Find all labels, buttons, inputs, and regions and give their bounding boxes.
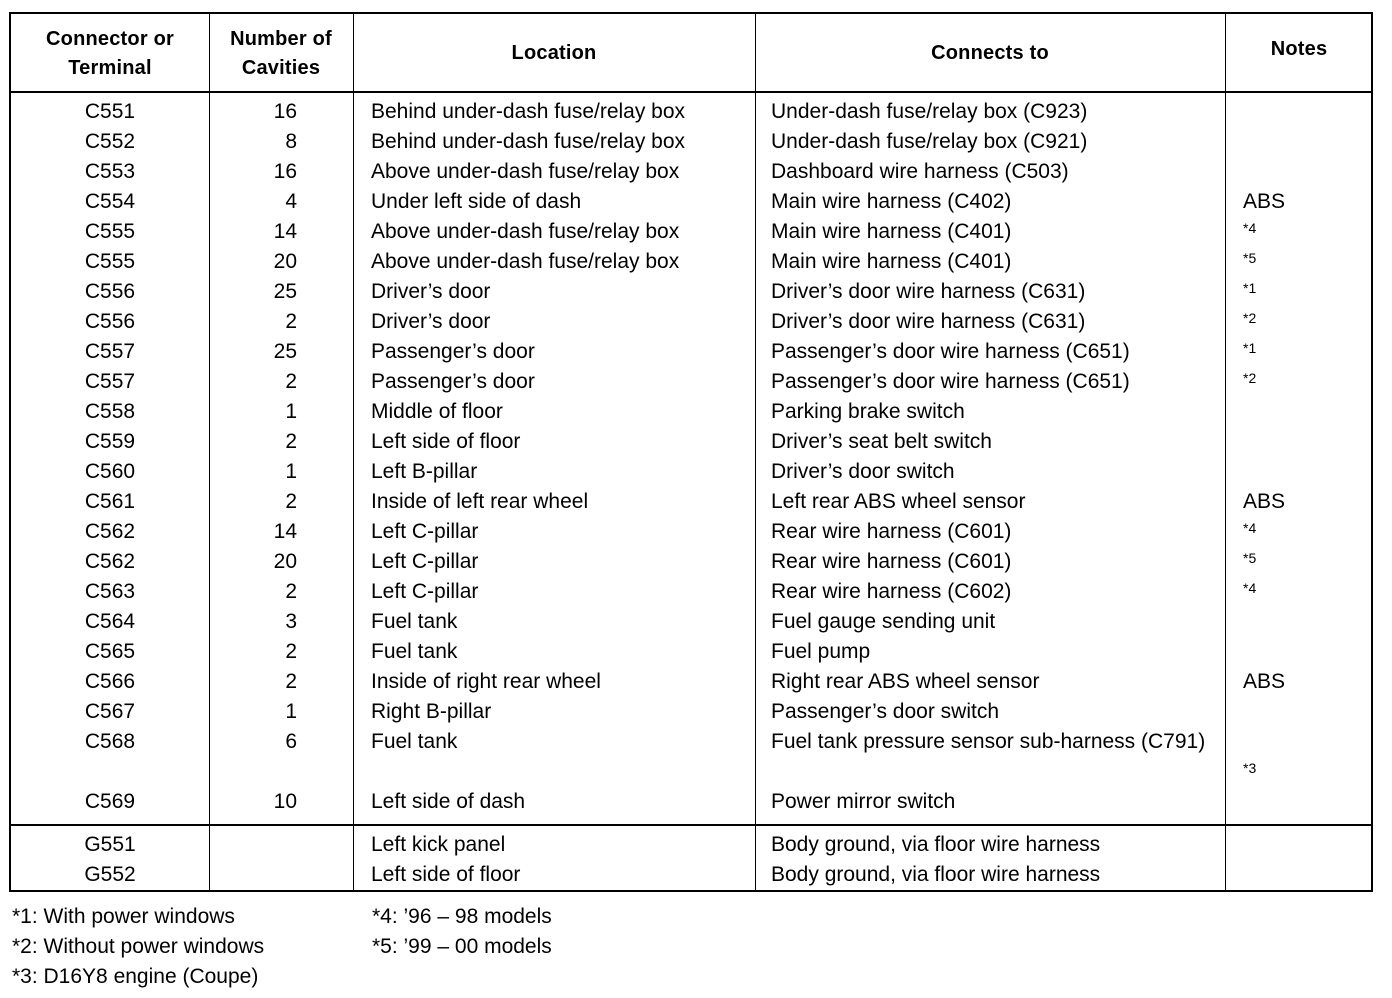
connects-to-cell: Under-dash fuse/relay box (C923) [771,100,1088,123]
location-cell: Above under-dash fuse/relay box [371,160,680,183]
notes-cell: ABS [1243,490,1286,513]
connector-cell: C563 [84,580,136,603]
location-cell: Left side of dash [371,790,526,813]
connector-cell: G551 [84,833,136,856]
connector-cell: C562 [84,550,136,573]
connector-cell: C557 [84,340,136,363]
cavities-cell: 3 [285,610,297,633]
table-row [11,367,1371,397]
connects-to-cell: Left rear ABS wheel sensor [771,490,1026,513]
notes-cell: *3 [1243,760,1257,776]
connector-cell: C567 [84,700,136,723]
connects-to-cell: Main wire harness (C401) [771,250,1012,273]
location-cell: Left kick panel [371,833,506,856]
location-cell: Above under-dash fuse/relay box [371,250,680,273]
cavities-cell: 1 [285,400,297,423]
table-row [11,427,1371,457]
header-connects-to: Connects to [931,42,1049,64]
notes-cell: ABS [1243,190,1286,213]
connects-to-cell: Right rear ABS wheel sensor [771,670,1040,693]
connector-cell: C565 [84,640,136,663]
notes-cell: *5 [1243,550,1257,566]
notes-cell: *4 [1243,520,1257,536]
notes-cell: *5 [1243,250,1257,266]
connects-to-cell: Fuel tank pressure sensor sub-harness (C791) [771,730,1206,753]
cavities-cell: 20 [273,550,297,573]
location-cell: Left C-pillar [371,520,479,543]
cavities-cell: 20 [273,250,297,273]
table-row [11,860,1371,890]
location-cell: Behind under-dash fuse/relay box [371,130,686,153]
header-cavities: Number of Cavities [230,27,332,79]
table-row [11,97,1371,127]
location-cell: Under left side of dash [371,190,582,213]
location-cell: Fuel tank [371,640,458,663]
cavities-cell: 14 [273,520,297,543]
connector-cell: C555 [84,220,136,243]
connector-cell: G552 [84,863,136,886]
connects-to-cell: Dashboard wire harness (C503) [771,160,1069,183]
footnote-3: *3: D16Y8 engine (Coupe) [12,965,259,988]
table-row [11,727,1371,787]
table-row [11,247,1371,277]
connects-to-cell: Body ground, via floor wire harness [771,833,1101,856]
connector-cell: C553 [84,160,136,183]
connects-to-cell: Under-dash fuse/relay box (C921) [771,130,1088,153]
connector-cell: C564 [84,610,136,633]
table-row [11,397,1371,427]
connects-to-cell: Driver’s door wire harness (C631) [771,280,1086,303]
cavities-cell: 2 [285,310,297,333]
cavities-cell: 1 [285,460,297,483]
connects-to-cell: Driver’s seat belt switch [771,430,992,453]
connector-cell: C556 [84,310,136,333]
connector-table [9,12,1373,892]
location-cell: Driver’s door [371,280,491,303]
connects-to-cell: Parking brake switch [771,400,965,423]
connector-cell: C560 [84,460,136,483]
table-row [11,667,1371,697]
cavities-cell: 1 [285,700,297,723]
table-row [11,637,1371,667]
header-connector: Connector or Terminal [46,27,174,79]
location-cell: Passenger’s door [371,340,535,363]
table-row [11,337,1371,367]
connector-cell: C569 [84,790,136,813]
connects-to-cell: Rear wire harness (C601) [771,520,1012,543]
cavities-cell: 2 [285,490,297,513]
location-cell: Left B-pillar [371,460,478,483]
connects-to-cell: Passenger’s door wire harness (C651) [771,370,1130,393]
footnote-1: *1: With power windows [12,905,235,928]
connects-to-cell: Fuel gauge sending unit [771,610,996,633]
location-cell: Passenger’s door [371,370,535,393]
connector-cell: C561 [84,490,136,513]
connector-cell: C555 [84,250,136,273]
table-row [11,547,1371,577]
location-cell: Driver’s door [371,310,491,333]
notes-cell: *1 [1243,280,1257,296]
connects-to-cell: Main wire harness (C402) [771,190,1012,213]
table-row [11,697,1371,727]
cavities-cell [209,860,297,890]
footnote-4: *4: ’96 – 98 models [372,905,552,928]
table-row [11,577,1371,607]
location-cell: Behind under-dash fuse/relay box [371,100,686,123]
cavities-cell: 4 [285,190,297,213]
cavities-cell: 10 [273,790,297,813]
notes-cell: *4 [1243,580,1257,596]
connector-cell: C551 [84,100,136,123]
table-row [11,487,1371,517]
notes-cell: *1 [1243,340,1257,356]
cavities-cell: 6 [285,730,297,753]
connects-to-cell: Fuel pump [771,640,871,663]
footnote-5: *5: ’99 – 00 models [372,935,552,958]
location-cell: Left side of floor [371,430,521,453]
connects-to-cell: Driver’s door switch [771,460,955,483]
table-row [11,787,1371,817]
connector-cell: C552 [84,130,136,153]
location-cell: Inside of right rear wheel [371,670,601,693]
connector-cell: C566 [84,670,136,693]
ground-section-divider [11,824,1371,826]
table-row [11,277,1371,307]
table-row [11,307,1371,337]
location-cell: Middle of floor [371,400,503,423]
connector-cell: C557 [84,370,136,393]
cavities-cell: 14 [273,220,297,243]
notes-cell: *4 [1243,220,1257,236]
cavities-cell: 2 [285,580,297,603]
notes-cell: *2 [1243,370,1257,386]
connects-to-cell: Rear wire harness (C602) [771,580,1012,603]
location-cell: Left C-pillar [371,550,479,573]
notes-cell: ABS [1243,670,1286,693]
connects-to-cell: Passenger’s door switch [771,700,1000,723]
table-row [11,217,1371,247]
cavities-cell [209,830,297,860]
location-cell: Above under-dash fuse/relay box [371,220,680,243]
connector-cell: C562 [84,520,136,543]
connector-cell: C558 [84,400,136,423]
location-cell: Fuel tank [371,730,458,753]
connector-cell: C556 [84,280,136,303]
connects-to-cell: Power mirror switch [771,790,956,813]
cavities-cell: 25 [273,340,297,363]
location-cell: Fuel tank [371,610,458,633]
connector-cell: C559 [84,430,136,453]
location-cell: Left side of floor [371,863,521,886]
cavities-cell: 2 [285,670,297,693]
cavities-cell: 2 [285,640,297,663]
connector-cell: C554 [84,190,136,213]
cavities-cell: 8 [285,130,297,153]
notes-cell: *2 [1243,310,1257,326]
location-cell: Inside of left rear wheel [371,490,589,513]
table-row [11,830,1371,860]
connects-to-cell: Body ground, via floor wire harness [771,863,1101,886]
footnote-2: *2: Without power windows [12,935,265,958]
connects-to-cell: Rear wire harness (C601) [771,550,1012,573]
table-row [11,187,1371,217]
table-row [11,607,1371,637]
connects-to-cell: Driver’s door wire harness (C631) [771,310,1086,333]
cavities-cell: 16 [273,160,297,183]
table-row [11,157,1371,187]
location-cell: Right B-pillar [371,700,492,723]
table-row [11,517,1371,547]
connector-cell: C568 [84,730,136,753]
cavities-cell: 25 [273,280,297,303]
table-row [11,127,1371,157]
table-row [11,457,1371,487]
cavities-cell: 16 [273,100,297,123]
header-location: Location [511,42,597,64]
connects-to-cell: Main wire harness (C401) [771,220,1012,243]
location-cell: Left C-pillar [371,580,479,603]
cavities-cell: 2 [285,430,297,453]
connects-to-cell: Passenger’s door wire harness (C651) [771,340,1130,363]
header-notes: Notes [1270,38,1328,60]
cavities-cell: 2 [285,370,297,393]
